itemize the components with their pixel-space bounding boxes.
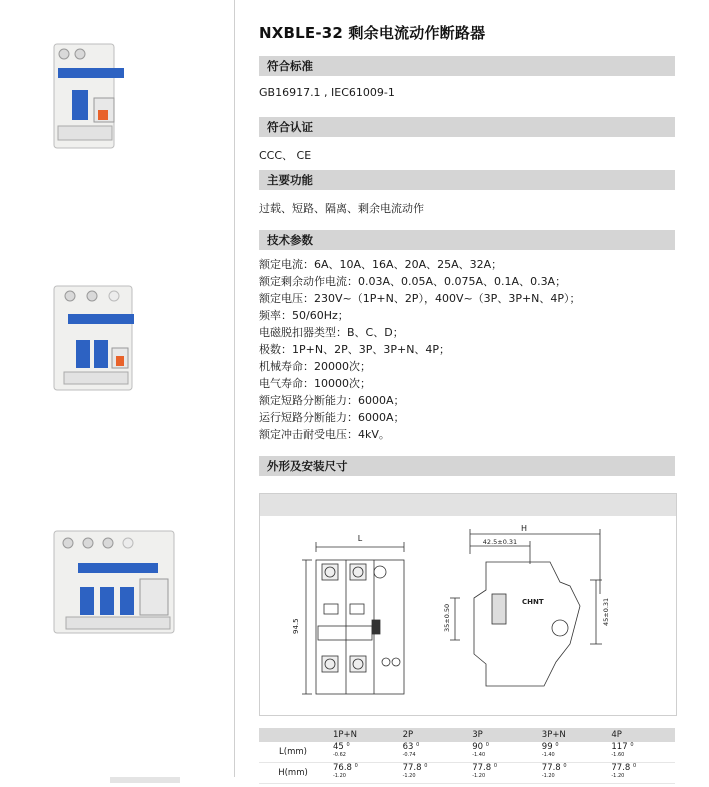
table-cell: 77.8 $^{0 -1.20}$ xyxy=(536,763,606,784)
standards-text: GB16917.1 , IEC61009-1 xyxy=(259,86,395,99)
dimension-drawing xyxy=(260,494,676,715)
param-frequency: 频率：50/60Hz； xyxy=(259,309,349,322)
row-label: H(mm) xyxy=(259,763,327,784)
section-header-tech-params: 技术参数 xyxy=(259,230,675,250)
param-electrical-life: 电气寿命：10000次； xyxy=(259,377,371,390)
param-poles: 极数：1P+N、2P、3P、3P+N、4P； xyxy=(259,343,451,356)
param-impulse-voltage: 额定冲击耐受电压：4kV。 xyxy=(259,428,390,441)
table-cell: 45 $^{0 -0.62}$ xyxy=(327,742,397,763)
param-trip-type: 电磁脱扣器类型：B、C、D； xyxy=(259,326,404,339)
label-h1: 94.5 xyxy=(292,618,300,634)
product-title: NXBLE-32 剩余电流动作断路器 xyxy=(259,24,486,42)
param-service-breaking-capacity: 运行短路分断能力：6000A； xyxy=(259,411,405,424)
dimension-drawing-box xyxy=(259,493,677,716)
table-cell: 77.8 $^{0 -1.20}$ xyxy=(466,763,536,784)
table-row xyxy=(259,742,675,763)
param-rated-current: 额定电流：6A、10A、16A、20A、25A、32A； xyxy=(259,258,503,271)
row-label: L(mm) xyxy=(259,742,327,763)
table-header-cell xyxy=(259,728,327,742)
product-thumbnail-3p[interactable] xyxy=(52,529,180,645)
breaker-4p-image xyxy=(110,774,180,783)
table-cell: 99 $^{0 -1.40}$ xyxy=(536,742,606,763)
label-w1: 42.5±0.31 xyxy=(482,538,518,546)
table-cell: 117 $^{0 -1.60}$ xyxy=(605,742,675,763)
table-header-cell: 2P xyxy=(397,728,467,742)
table-header-cell: 3P+N xyxy=(536,728,606,742)
product-thumbnail-1p-n[interactable] xyxy=(52,42,128,158)
certification-text: CCC、 CE xyxy=(259,149,312,162)
label-h2: 35±0.50 xyxy=(443,603,451,632)
table-header-cell: 4P xyxy=(605,728,675,742)
table-cell: 77.8 $^{0 -1.20}$ xyxy=(397,763,467,784)
breaker-1p-n-image xyxy=(52,42,128,154)
table-cell: 77.8 $^{0 -1.20}$ xyxy=(605,763,675,784)
section-header-functions: 主要功能 xyxy=(259,170,675,190)
table-cell: 90 $^{0 -1.40}$ xyxy=(466,742,536,763)
param-breaking-capacity: 额定短路分断能力：6000A； xyxy=(259,394,405,407)
table-header-row xyxy=(259,728,675,742)
section-header-standards: 符合标准 xyxy=(259,56,675,76)
table-row xyxy=(259,763,675,784)
front-view xyxy=(302,542,404,694)
brand-label: CHNT xyxy=(522,598,544,606)
table-cell: 76.8 $^{0 -1.20}$ xyxy=(327,763,397,784)
breaker-2p-image xyxy=(52,284,138,396)
product-thumbnail-4p[interactable] xyxy=(110,768,180,787)
functions-text: 过载、短路、隔离、剩余电流动作 xyxy=(259,202,424,215)
table-cell: 63 $^{0 -0.74}$ xyxy=(397,742,467,763)
label-h3: 45±0.31 xyxy=(602,597,610,626)
section-header-dimensions: 外形及安装尺寸 xyxy=(259,456,675,476)
table-header-cell: 1P+N xyxy=(327,728,397,742)
section-header-certification: 符合认证 xyxy=(259,117,675,137)
param-rated-voltage: 额定电压：230V~（1P+N、2P），400V~（3P、3P+N、4P）； xyxy=(259,292,581,305)
label-L: L xyxy=(357,534,363,543)
dimensions-table xyxy=(259,728,675,784)
table-header-cell: 3P xyxy=(466,728,536,742)
side-view xyxy=(450,529,602,686)
param-mechanical-life: 机械寿命：20000次； xyxy=(259,360,371,373)
product-thumbnail-2p[interactable] xyxy=(52,284,138,400)
label-H: H xyxy=(520,524,528,533)
product-image-panel xyxy=(0,0,235,777)
breaker-3p-image xyxy=(52,529,180,641)
param-residual-current: 额定剩余动作电流：0.03A、0.05A、0.075A、0.1A、0.3A； xyxy=(259,275,567,288)
